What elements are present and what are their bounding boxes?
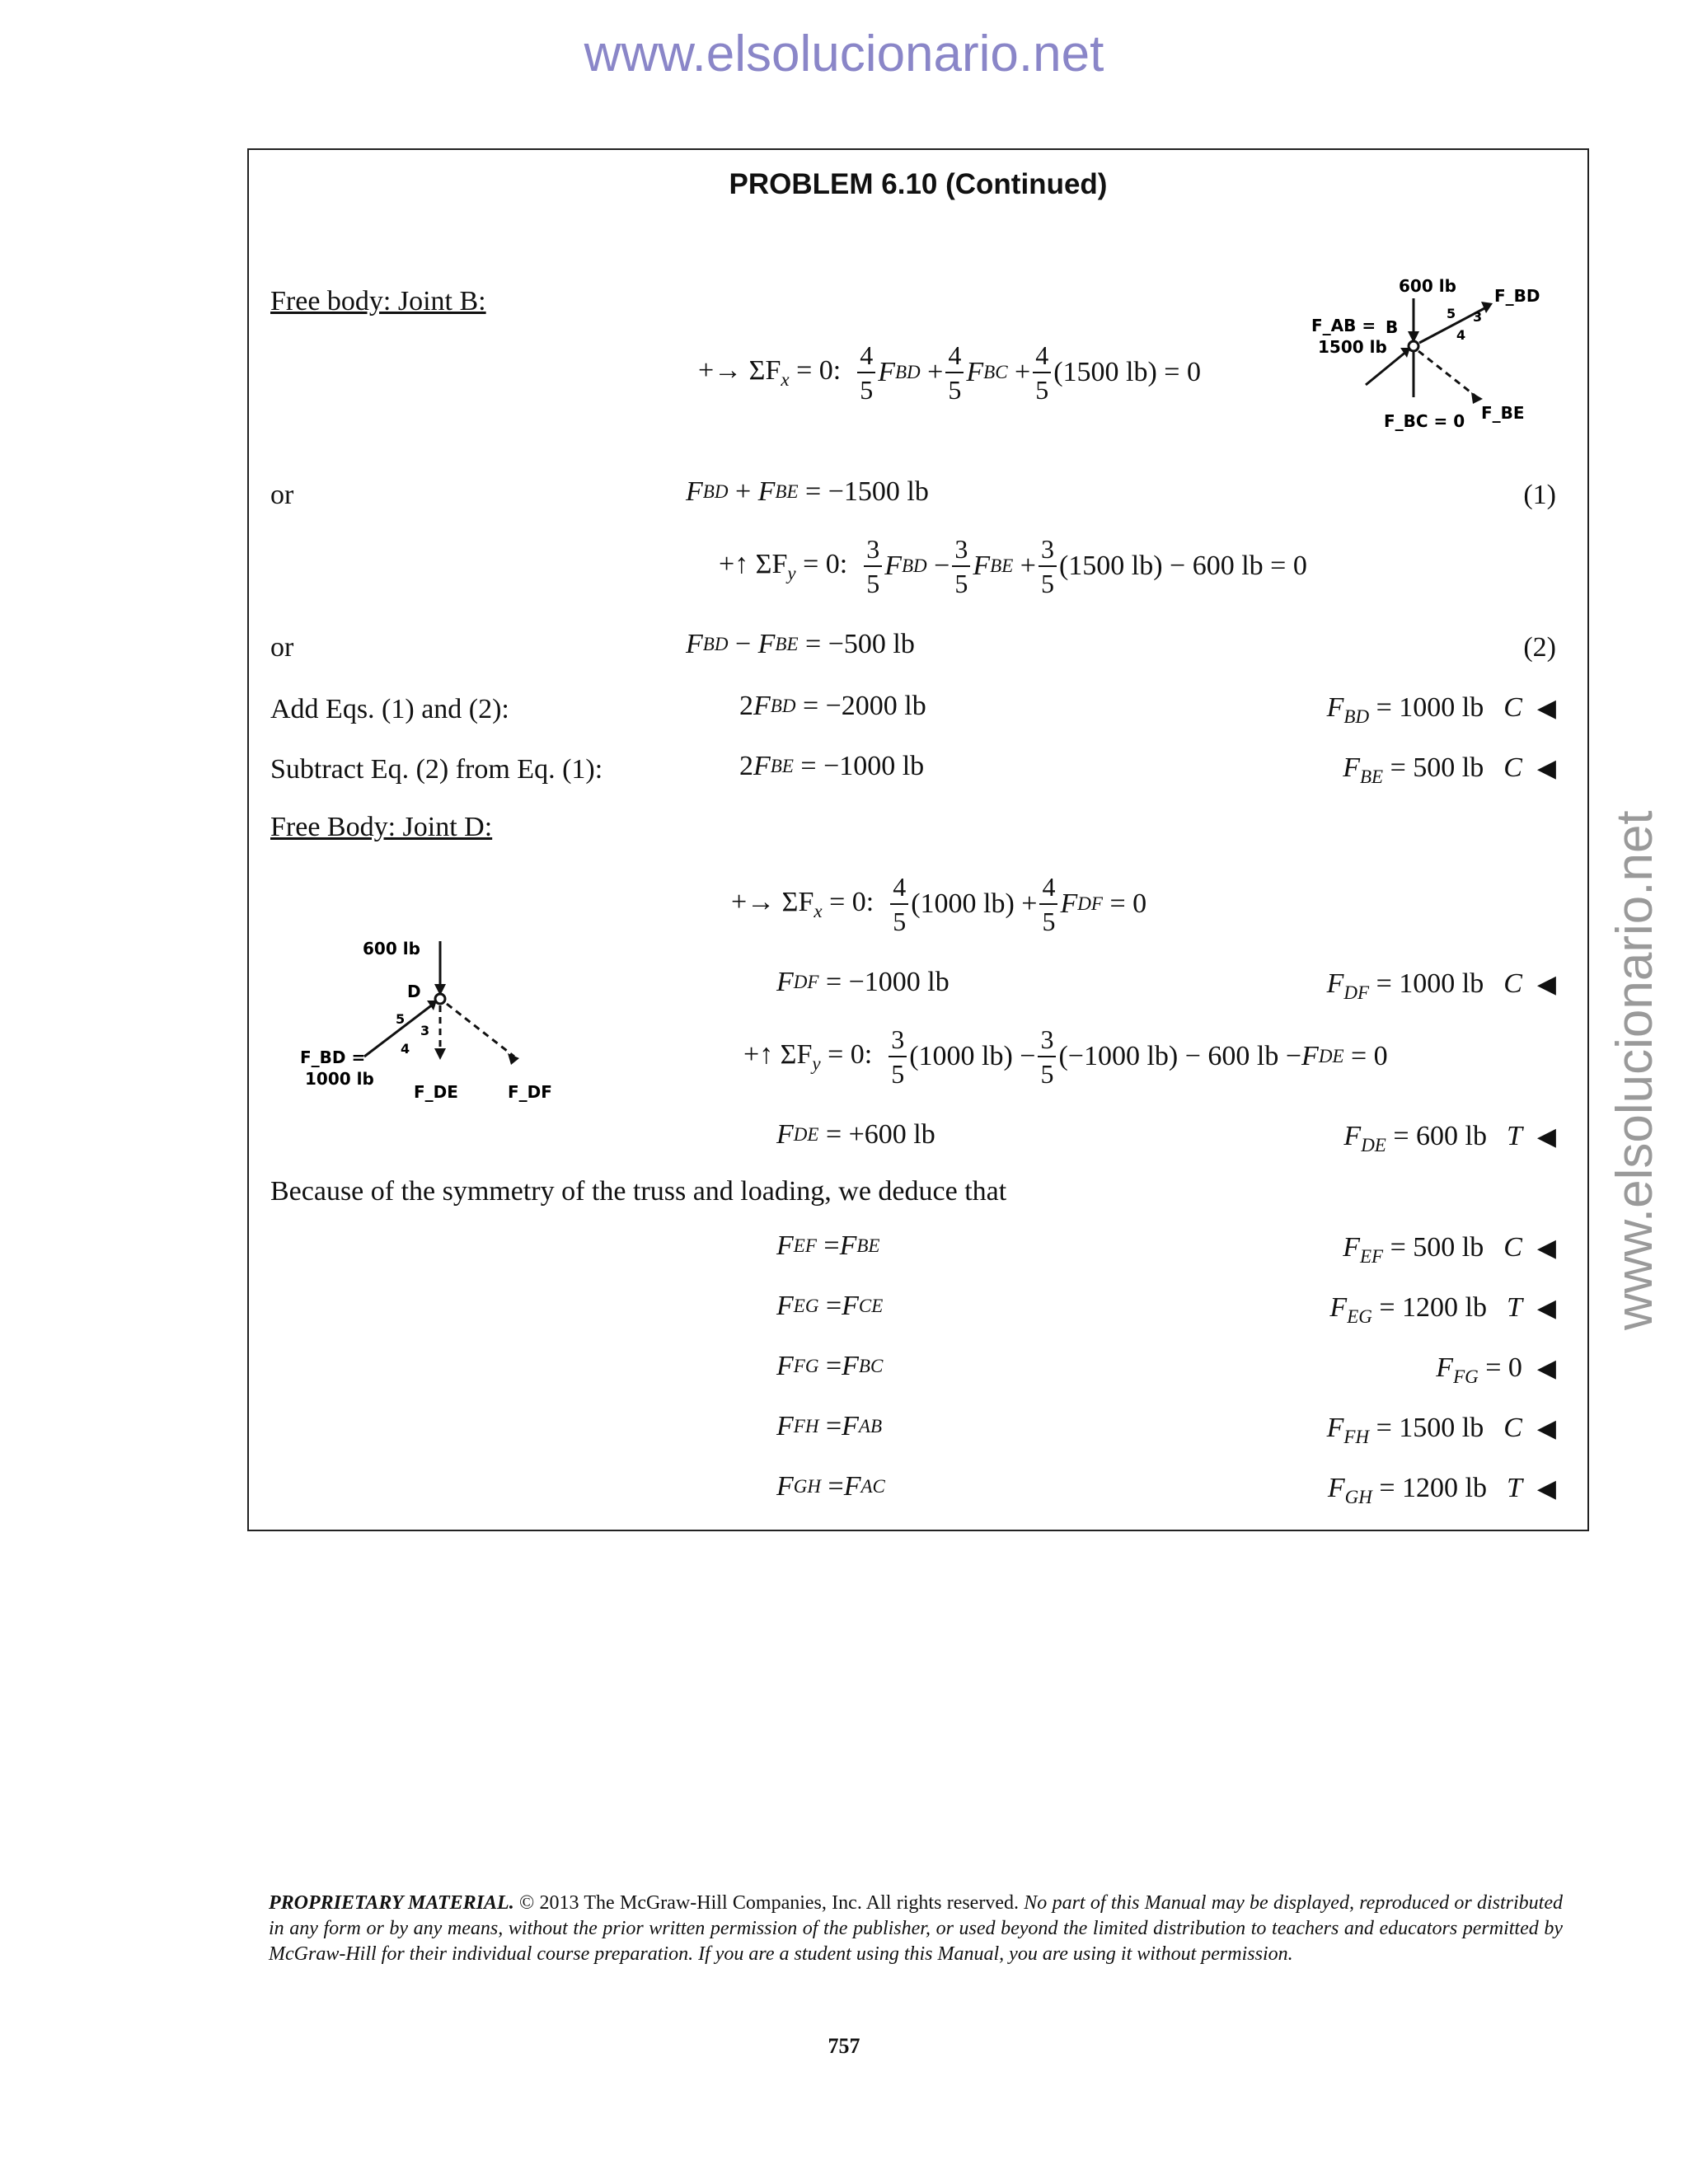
eq-add: 2 F BD = −2000 lb	[739, 691, 926, 721]
answer-fbd-type: C	[1503, 692, 1522, 723]
answer-fde-value: 600 lb	[1416, 1121, 1487, 1151]
sketch-d-fde: F_DE	[414, 1082, 458, 1102]
eq-2: F BD − F BE = −500 lb	[686, 629, 915, 659]
eq-b-sum-fx: +→ $\Sigma F_x = 0$: 4 5 F BD + $\frac{4}{5}$ F BC + $\frac{4}{5}$ (1500 lb) = 0	[698, 340, 1201, 405]
section-joint-d	[270, 812, 492, 843]
answer-fdf-type: C	[1503, 968, 1522, 999]
answer-feg: $F_{EG} = 1200$ lb T ◀	[1329, 1292, 1556, 1327]
problem-title: PROBLEM 6.10 (Continued)	[729, 168, 1108, 200]
or-label-2: or	[270, 632, 294, 663]
watermark-side: www.elsolucionario.net	[1606, 810, 1663, 1330]
answer-fgh-value: 1200 lb	[1402, 1473, 1487, 1503]
answer-fbd: $F_{BD} = 1000$ lb C ◀	[1326, 692, 1556, 727]
page-number: 757	[828, 2034, 860, 2058]
answer-fef: $F_{EF} = 500$ lb C ◀	[1343, 1232, 1556, 1267]
answer-ffh-value: 1500 lb	[1399, 1413, 1484, 1443]
symmetry-row-gh: F GH = F AC	[776, 1471, 885, 1502]
answer-feg-value: 1200 lb	[1402, 1292, 1487, 1323]
eq-subtract: 2 F BE = −1000 lb	[739, 751, 925, 781]
answer-fef-value: 500 lb	[1413, 1232, 1484, 1263]
sketch-d-joint: D	[407, 982, 421, 1001]
sketch-b-fbd: F_BD	[1494, 286, 1540, 306]
answer-fbe: $F_{BE} = 500$ lb C ◀	[1343, 752, 1556, 787]
symmetry-row-ef: F EF = F BE	[776, 1230, 880, 1261]
footer-copyright: © 2013 The McGraw-Hill Companies, Inc. All rights reserved.	[519, 1892, 1019, 1914]
answer-fdf: $F_{DF} = 1000$ lb C ◀	[1326, 968, 1556, 1003]
answer-fde: $F_{DE} = 600$ lb T ◀	[1343, 1121, 1556, 1155]
answer-fdf-value: 1000 lb	[1399, 968, 1484, 999]
sketch-b-slope-hyp: 5	[1447, 306, 1456, 321]
joint-d-sketch	[298, 933, 570, 1114]
eq-number-2: (2)	[1523, 632, 1556, 663]
sketch-d-fbd: F_BD =	[300, 1047, 366, 1067]
copyright-footer	[269, 1891, 1563, 1967]
symmetry-row-fg: F FG = F BC	[776, 1351, 884, 1381]
sketch-b-joint: B	[1386, 317, 1399, 337]
sketch-b-fbc: F_BC = 0	[1384, 411, 1465, 431]
section-joint-b	[270, 286, 486, 317]
eq-d-fde: F DE = +600 lb	[776, 1119, 935, 1150]
eq-d-sum-fx: +→ $\Sigma F_x = 0$: 4 5 (1000 lb) + $\frac{4}{5}$ F DF = 0	[731, 872, 1147, 936]
eq-b-sum-fy: +↑ $\Sigma F_y = 0$: 3 5 F BD − $\frac{3}{5}$ F BE + $\frac{3}{5}$ (1500 lb) − 600 lb = 0	[719, 534, 1307, 598]
answer-fbe-value: 500 lb	[1413, 752, 1484, 783]
subtract-label: Subtract Eq. (2) from Eq. (1):	[270, 754, 603, 785]
eq-d-sum-fy: +↑ $\Sigma F_y = 0$: 3 5 (1000 lb) − $\frac{3}{5}$ (−1000 lb) − 600 lb − F DE = 0	[743, 1024, 1388, 1089]
symmetry-row-eg: F EG = F CE	[776, 1291, 884, 1321]
eq-1: F BD + F BE = −1500 lb	[686, 476, 929, 507]
joint-b-sketch	[1308, 274, 1555, 438]
answer-ffg: $F_{FG} = 0$ ◀	[1436, 1352, 1556, 1387]
answer-fef-type: C	[1503, 1232, 1522, 1263]
answer-feg-type: T	[1507, 1292, 1522, 1323]
sketch-b-slope-run: 4	[1456, 327, 1466, 343]
answer-fgh: $F_{GH} = 1200$ lb T ◀	[1327, 1473, 1556, 1507]
answer-ffg-value: 0	[1507, 1352, 1522, 1383]
sketch-b-load: 600 lb	[1399, 276, 1456, 296]
answer-fbd-value: 1000 lb	[1399, 692, 1484, 723]
sketch-b-fab: F_AB =	[1311, 316, 1376, 335]
footer-notice: No part of this Manual may be displayed, reproduced or distributed in any form or by any means, without the prior written permission of the publisher, or used beyond the limited distribution to teachers and educators permitted by McGraw-Hill for their individual course preparation. If you are a student using this Manual, you are using it without permission.	[269, 1892, 1564, 1965]
add-label: Add Eqs. (1) and (2):	[270, 694, 509, 724]
answer-fbe-type: C	[1503, 752, 1522, 783]
joint-d-heading: Free Body: Joint D:	[270, 812, 493, 842]
answer-ffh: $F_{FH} = 1500$ lb C ◀	[1326, 1413, 1556, 1447]
watermark-top: www.elsolucionario.net	[584, 26, 1104, 82]
sketch-d-slope-run: 4	[401, 1041, 410, 1057]
footer-lead: PROPRIETARY MATERIAL.	[269, 1892, 514, 1914]
sketch-b-slope-rise: 3	[1473, 309, 1483, 325]
sketch-d-fdf: F_DF	[508, 1082, 552, 1102]
sketch-d-slope-rise: 3	[420, 1023, 430, 1038]
joint-b-heading: Free body: Joint B:	[270, 286, 486, 316]
sketch-b-fab-value: 1500 lb	[1318, 337, 1387, 357]
sketch-d-fbd-value: 1000 lb	[305, 1069, 374, 1089]
sketch-d-load: 600 lb	[363, 939, 420, 958]
eq-number-1: (1)	[1523, 480, 1556, 510]
answer-fde-type: T	[1507, 1121, 1522, 1151]
answer-fgh-type: T	[1507, 1473, 1522, 1503]
answer-ffh-type: C	[1503, 1413, 1522, 1443]
symmetry-row-fh: F FH = F AB	[776, 1411, 883, 1441]
eq-d-fdf: F DF = −1000 lb	[776, 967, 950, 997]
sketch-d-slope-hyp: 5	[396, 1011, 406, 1027]
sketch-b-fbe: F_BE	[1481, 403, 1525, 423]
solution-box	[247, 148, 1589, 1531]
or-label-1: or	[270, 480, 294, 510]
symmetry-statement: Because of the symmetry of the truss and loading, we deduce that	[270, 1176, 1007, 1207]
